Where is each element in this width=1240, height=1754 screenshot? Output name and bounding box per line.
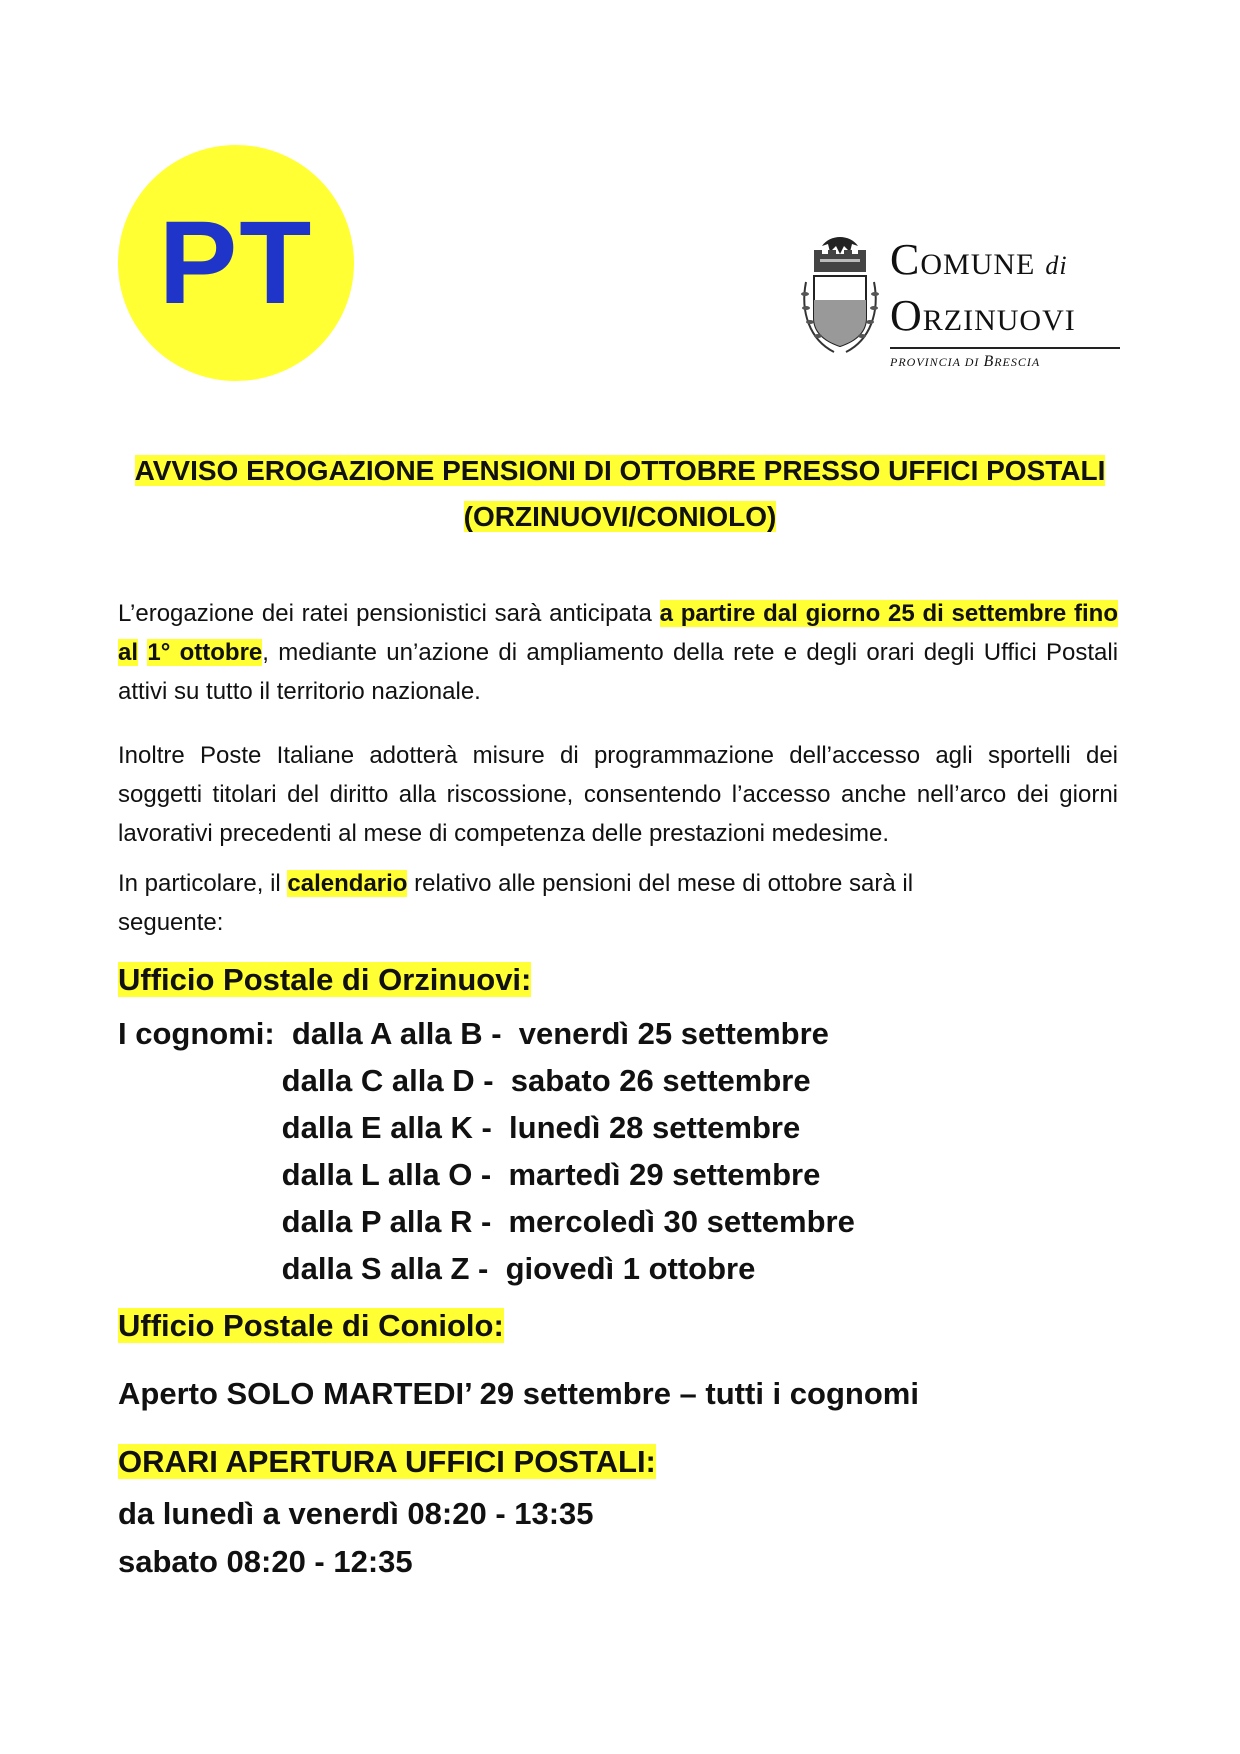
coat-of-arms-icon xyxy=(800,232,880,358)
heading-coniolo: Ufficio Postale di Coniolo: xyxy=(118,1308,504,1343)
schedule-row: dalla P alla R - mercoledì 30 settembre xyxy=(118,1204,855,1239)
coniolo-text: Aperto SOLO MARTEDI’ 29 settembre – tutti i cognomi xyxy=(118,1376,919,1411)
schedule-row: dalla E alla K - lunedì 28 settembre xyxy=(118,1110,801,1145)
heading-orzinuovi: Ufficio Postale di Orzinuovi: xyxy=(118,962,532,997)
comune-orzinuovi-logo xyxy=(800,232,1120,370)
paragraph-erogazione: L’erogazione dei ratei pensionistici sarà anticipata a partire dal giorno 25 di settembre fino al 1° ottobre, mediante un’azione di ampliamento della rete e degli orari degli Uffici Postali attivi su tutto il territorio nazionale. xyxy=(118,600,1119,705)
schedule-row: dalla L alla O - martedì 29 settembre xyxy=(118,1157,821,1192)
orari-saturday: sabato 08:20 - 12:35 xyxy=(118,1544,413,1579)
title-line-1: AVVISO EROGAZIONE PENSIONI DI OTTOBRE PRESSO UFFICI POSTALI xyxy=(134,455,1106,486)
title-line-2: (ORZINUOVI/CONIOLO) xyxy=(463,501,777,532)
poste-italiane-logo xyxy=(118,145,354,381)
heading-orari: ORARI APERTURA UFFICI POSTALI: xyxy=(118,1444,656,1479)
paragraph-calendario: In particolare, il calendario relativo alle pensioni del mese di ottobre sarà il seguente: xyxy=(118,870,914,936)
page-title xyxy=(110,448,1130,540)
comune-name: COMUNE di ORZINUOVI PROVINCIA DI BRESCIA xyxy=(890,238,1120,371)
pt-logo-text: PT xyxy=(158,197,314,329)
orari-weekdays: da lunedì a venerdì 08:20 - 13:35 xyxy=(118,1496,594,1531)
schedule-row: dalla S alla Z - giovedì 1 ottobre xyxy=(118,1251,756,1286)
schedule-row: I cognomi: dalla A alla B - venerdì 25 settembre xyxy=(118,1016,829,1051)
paragraph-poste-italiane: Inoltre Poste Italiane adotterà misure di programmazione dell’accesso agli sportelli dei soggetti titolari del diritto alla riscossione, consentendo l’accesso anche nell’arco dei giorni lavorativi precedenti al mese di competenza delle prestazioni medesime. xyxy=(118,742,1118,847)
schedule-orzinuovi xyxy=(118,1010,855,1292)
logo-divider xyxy=(890,347,1120,349)
schedule-row: dalla C alla D - sabato 26 settembre xyxy=(118,1063,811,1098)
